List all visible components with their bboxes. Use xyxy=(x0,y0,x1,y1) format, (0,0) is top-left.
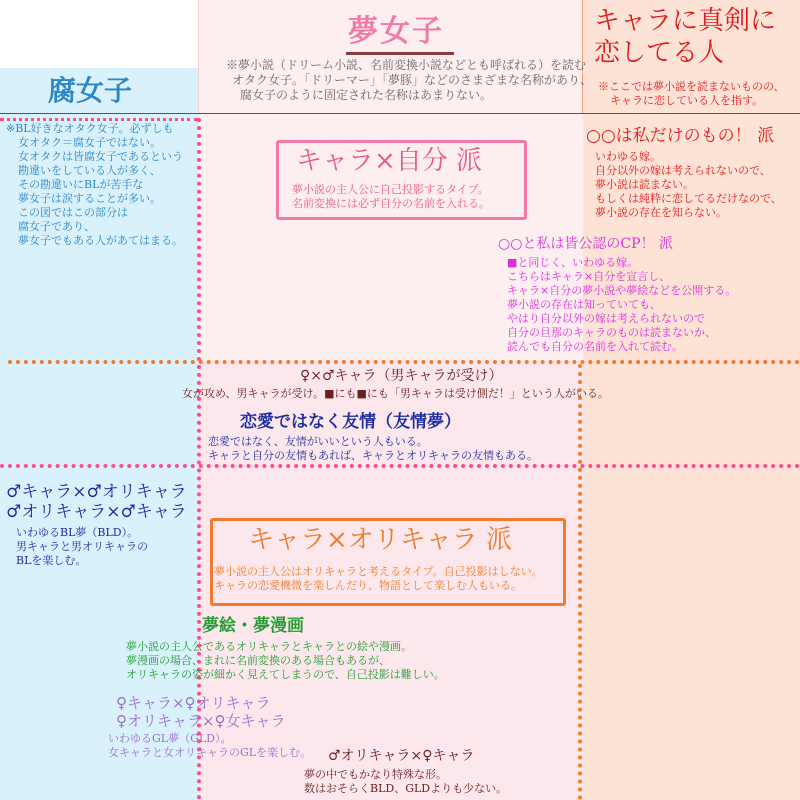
yujo-title: 恋愛ではなく友情（友情夢） xyxy=(240,412,461,432)
jibun-desc-2: 名前変換には必ず自分の名前を入れる。 xyxy=(292,197,490,210)
cp-desc-7: 読んでも自分の名前を入れて読む。 xyxy=(507,340,683,353)
fujo-top-boundary-line xyxy=(0,118,198,121)
yume-desc-1: ※夢小説（ドリーム小説、名前変換小説などとも呼ばれる）を読む xyxy=(226,58,587,72)
mf-title: ♂オリキャラ×♀キャラ xyxy=(328,748,475,764)
yume-desc-3: 腐女子のように固定された名称はあまりない。 xyxy=(240,88,493,102)
cp-desc-2: こちらはキャラ×自分を宣言し、 xyxy=(507,270,671,283)
yujo-desc-1: 恋愛ではなく、友情がいいという人もいる。 xyxy=(208,435,428,448)
koi-desc-1: ※ここでは夢小説を読まないものの、 xyxy=(598,80,785,93)
fm-title: ♀×♂キャラ（男キャラが受け） xyxy=(300,368,503,384)
koi-desc-2: キャラに恋している人を指す。 xyxy=(610,94,764,107)
lower-boundary-line xyxy=(0,464,800,468)
middle-boundary-line xyxy=(8,360,800,364)
yume-title: 夢女子 xyxy=(348,14,444,49)
header-divider xyxy=(0,113,800,114)
bld-title-2: ♂オリキャラ×♂キャラ xyxy=(6,502,187,522)
fujo-desc-8: 腐女子であり、 xyxy=(18,220,95,233)
fujo-desc-1: ※BL好きなオタク女子。必ずしも xyxy=(6,122,174,135)
bld-desc-1: いわゆるBL夢（BLD）。 xyxy=(16,526,139,539)
fujo-title: 腐女子 xyxy=(48,74,133,107)
koi-title-2: 恋してる人 xyxy=(594,38,725,68)
manga-title: 夢絵・夢漫画 xyxy=(202,616,304,636)
mine-desc-4: もしくは純粋に恋してるだけなので、 xyxy=(595,192,782,205)
mine-desc-5: 夢小説の存在を知らない。 xyxy=(595,206,727,219)
gld-title-2: ♀オリキャラ×♀女キャラ xyxy=(116,712,286,730)
manga-desc-2: 夢漫画の場合、まれに名前変換のある場合もあるが、 xyxy=(126,654,390,667)
koi-boundary-line xyxy=(578,364,582,800)
mine-desc-1: いわゆる嫁。 xyxy=(595,150,661,163)
bld-title-1: ♂キャラ×♂オリキャラ xyxy=(6,482,187,502)
yume-desc-2: オタク女子。「ドリーマー」「夢豚」などのさまざまな名称があり、 xyxy=(232,73,593,87)
fujo-desc-5: その勘違いにBLが苦手な xyxy=(18,178,144,191)
gld-desc-2: 女キャラと女オリキャラのGLを楽しむ。 xyxy=(108,746,312,759)
gld-desc-1: いわゆるGL夢（GLD）。 xyxy=(108,732,232,745)
manga-desc-1: 夢小説の主人公であるオリキャラとキャラとの絵や漫画。 xyxy=(126,640,412,653)
cp-desc-4: 夢小説の存在は知っていても、 xyxy=(507,298,661,311)
cp-title: ○○と私は皆公認のCP！ 派 xyxy=(498,236,674,252)
fujo-desc-6: 夢女子は涙することが多い。 xyxy=(18,192,161,205)
header-col-divider xyxy=(198,0,199,113)
jibun-title: キャラ×自分 派 xyxy=(296,146,483,176)
fujo-desc-4: 勘違いをしている人が多く、 xyxy=(18,164,161,177)
ori-desc-1: 夢小説の主人公はオリキャラと考えるタイプ。自己投影はしない。 xyxy=(214,565,543,578)
koi-title-1: キャラに真剣に xyxy=(594,6,777,36)
yume-title-underline xyxy=(346,52,454,55)
mine-title: ○○は私だけのもの！ 派 xyxy=(586,126,775,146)
manga-desc-3: オリキャラの姿が細かく見えてしまうので、自己投影は難しい。 xyxy=(126,668,445,681)
cp-desc-5: やはり自分以外の嫁は考えられないので xyxy=(507,312,705,325)
mf-desc-2: 数はおそらくBLD、GLDよりも少ない。 xyxy=(304,782,508,795)
ori-title: キャラ×オリキャラ 派 xyxy=(248,525,513,555)
cp-desc-6: 自分の旦那のキャラのものは読まないか、 xyxy=(507,326,716,339)
fujo-desc-9: 夢女子でもある人があてはまる。 xyxy=(18,234,183,247)
bld-desc-3: BLを楽しむ。 xyxy=(16,554,87,567)
bld-desc-2: 男キャラと男オリキャラの xyxy=(16,540,148,553)
cp-desc-1: ■と同じく、いわゆる嫁。 xyxy=(507,256,639,269)
fujo-desc-3: 女オタクは皆腐女子であるという xyxy=(18,150,183,163)
jibun-desc-1: 夢小説の主人公に自己投影するタイプ。 xyxy=(292,183,489,196)
gld-title-1: ♀キャラ×♀オリキャラ xyxy=(116,694,271,712)
mine-desc-2: 自分以外の嫁は考えられないので、 xyxy=(595,164,771,177)
header-col-divider-2 xyxy=(582,0,583,113)
koi-zone xyxy=(583,0,800,800)
cp-desc-3: キャラ×自分の夢小説や夢絵などを公開する。 xyxy=(507,284,737,297)
ori-desc-2: キャラの恋愛機微を楽しんだり、物語として楽しむ人もいる。 xyxy=(214,579,522,592)
fm-desc: 女が攻め、男キャラが受け。■にも■にも「男キャラは受け側だ！」という人がいる。 xyxy=(182,387,609,400)
mine-desc-3: 夢小説は読まない。 xyxy=(595,178,694,191)
mf-desc-1: 夢の中でもかなり特殊な形。 xyxy=(304,768,447,781)
fujo-desc-7: この図ではこの部分は xyxy=(18,206,128,219)
yujo-desc-2: キャラと自分の友情もあれば、キャラとオリキャラの友情もある。 xyxy=(208,449,538,462)
fujo-desc-2: 女オタク＝腐女子ではない。 xyxy=(18,136,161,149)
